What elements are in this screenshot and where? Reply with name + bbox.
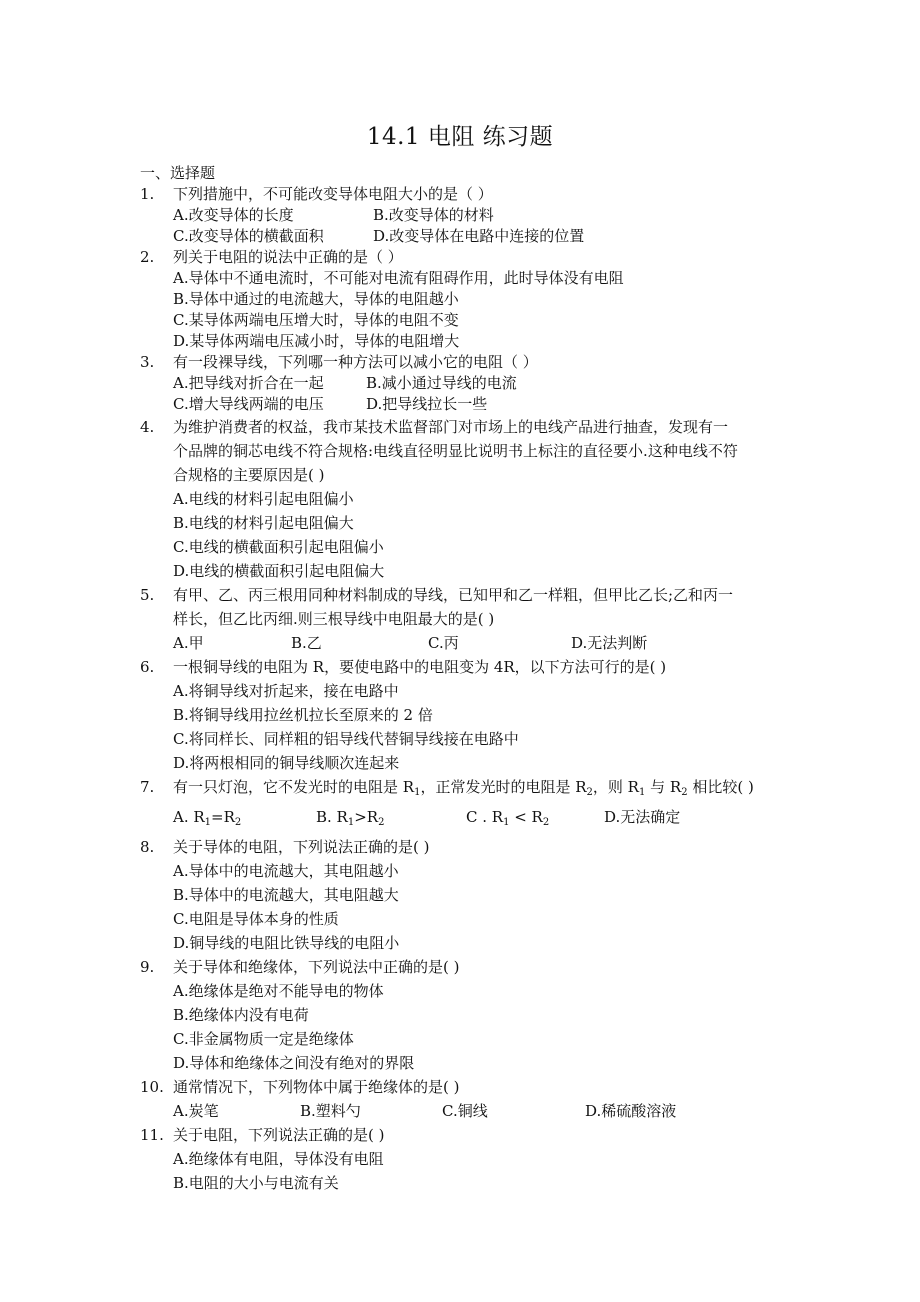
- question-list: [140, 184, 790, 1195]
- stem-line: 有甲、乙、丙三根用同种材料制成的导线，已知甲和乙一样粗，但甲比乙长;乙和丙一: [173, 586, 734, 604]
- question-5: [140, 583, 790, 655]
- question-number: 1.: [140, 185, 155, 203]
- question-number: 5.: [140, 586, 155, 604]
- option-a: A.把导线对折合在一起: [173, 374, 324, 392]
- option-c: C.丙: [428, 634, 459, 652]
- option-b: B.将铜导线用拉丝机拉长至原来的 2 倍: [173, 706, 433, 724]
- stem-text: 与 R: [645, 778, 682, 796]
- option-list: [173, 859, 790, 955]
- option-c: C.增大导线两端的电压: [173, 395, 324, 413]
- subscript: 2: [681, 787, 688, 798]
- question-8: [140, 835, 790, 955]
- question-6: [140, 655, 790, 775]
- option-a: A.将铜导线对折起来，接在电路中: [173, 682, 399, 700]
- option-d: D.把导线拉长一些: [366, 395, 488, 413]
- option-b: B.减小通过导线的电流: [366, 374, 517, 392]
- question-11: [140, 1123, 790, 1195]
- stem-text: ，则 R: [592, 778, 639, 796]
- question-number: 4.: [140, 418, 155, 436]
- question-number: 8.: [140, 838, 155, 856]
- question-2: [140, 247, 790, 352]
- option-text: A. R: [173, 808, 205, 826]
- option-d: D.无法判断: [571, 634, 648, 652]
- option-row: [173, 1099, 790, 1123]
- stem-text: 相比较( ): [687, 778, 754, 796]
- subscript: 2: [234, 817, 242, 828]
- option-row: [173, 394, 790, 415]
- stem-line: 合规格的主要原因是( ): [173, 466, 325, 484]
- option-b: B.导体中的电流越大，其电阻越大: [173, 886, 399, 904]
- section-heading: 一、选择题: [140, 164, 216, 182]
- option-list: [173, 1147, 790, 1195]
- option-text: >R: [354, 808, 379, 826]
- stem-line: 为维护消费者的权益，我市某技术监督部门对市场上的电线产品进行抽查，发现有一: [173, 418, 729, 436]
- question-number: 2.: [140, 248, 155, 266]
- option-b: B.导体中通过的电流越大，导体的电阻越小: [173, 290, 459, 308]
- option-text: B. R: [316, 808, 348, 826]
- subscript: 1: [414, 787, 421, 798]
- option-a: A.甲: [173, 634, 204, 652]
- question-number: 11.: [140, 1126, 164, 1144]
- option-list: [173, 679, 790, 775]
- question-stem: 列关于电阻的说法中正确的是（ ）: [173, 248, 403, 266]
- subscript: 1: [638, 787, 646, 798]
- option-b: B.塑料勺: [300, 1102, 361, 1120]
- option-list: [173, 979, 790, 1075]
- question-10: [140, 1075, 790, 1123]
- question-stem: 关于电阻，下列说法正确的是( ): [173, 1126, 385, 1144]
- option-row: [173, 226, 790, 247]
- option-c: C.铜线: [442, 1102, 488, 1120]
- option-c: [466, 805, 604, 835]
- option-b: [316, 805, 466, 835]
- question-stem: 一根铜导线的电阻为 R，要使电路中的电阻变为 4R，以下方法可行的是( ): [173, 658, 667, 676]
- option-a: A.炭笔: [173, 1102, 219, 1120]
- option-list: [173, 1099, 790, 1123]
- subscript: 1: [347, 817, 355, 828]
- option-list: [173, 205, 790, 247]
- question-3: [140, 352, 790, 415]
- stem-text: ，正常发光时的电阻是 R: [420, 778, 587, 796]
- option-d: D.某导体两端电压减小时，导体的电阻增大: [173, 332, 460, 350]
- question-stem: 通常情况下，下列物体中属于绝缘体的是( ): [173, 1078, 460, 1096]
- option-list: [173, 487, 790, 583]
- subscript: 1: [503, 817, 510, 828]
- stem-text: 有一只灯泡，它不发光时的电阻是 R: [173, 778, 415, 796]
- option-a: A.导体中的电流越大，其电阻越小: [173, 862, 399, 880]
- question-number: 6.: [140, 658, 155, 676]
- option-text: < R: [509, 808, 543, 826]
- page-title: 14.1 电阻 练习题: [366, 124, 554, 150]
- question-stem: 关于导体的电阻，下列说法正确的是( ): [173, 838, 430, 856]
- option-d: D.稀硫酸溶液: [585, 1102, 677, 1120]
- question-9: [140, 955, 790, 1075]
- option-d: D.电线的横截面积引起电阻偏大: [173, 562, 385, 580]
- question-stem: 下列措施中，不可能改变导体电阻大小的是（ ）: [173, 185, 493, 203]
- option-a: A.导体中不通电流时，不可能对电流有阻碍作用，此时导体没有电阻: [173, 269, 624, 287]
- subscript: 2: [542, 817, 550, 828]
- option-row: [173, 373, 790, 394]
- question-number: 9.: [140, 958, 155, 976]
- stem-line: 个品牌的铜芯电线不符合规格:电线直径明显比说明书上标注的直径要小.这种电线不符: [173, 442, 738, 460]
- option-row: [173, 631, 790, 655]
- option-a: A.电线的材料引起电阻偏小: [173, 490, 354, 508]
- option-d: D.铜导线的电阻比铁导线的电阻小: [173, 934, 400, 952]
- option-c: C.非金属物质一定是绝缘体: [173, 1030, 354, 1048]
- option-c: C.电阻是导体本身的性质: [173, 910, 339, 928]
- question-stem: [173, 415, 790, 487]
- option-a: A.绝缘体是绝对不能导电的物体: [173, 982, 384, 1000]
- option-list: [173, 373, 790, 415]
- question-stem: [173, 583, 790, 631]
- option-text: C . R: [466, 808, 504, 826]
- option-list: [173, 631, 790, 655]
- option-b: B.电线的材料引起电阻偏大: [173, 514, 354, 532]
- option-a: [173, 805, 316, 835]
- subscript: 2: [378, 817, 385, 828]
- option-d: D.改变导体在电路中连接的位置: [373, 227, 585, 245]
- question-stem: 关于导体和绝缘体，下列说法中正确的是( ): [173, 958, 460, 976]
- option-d: D.无法确定: [604, 808, 681, 826]
- option-list: [173, 805, 790, 835]
- option-d: D.将两根相同的铜导线顺次连起来: [173, 754, 400, 772]
- option-c: C.电线的横截面积引起电阻偏小: [173, 538, 384, 556]
- option-row: [173, 805, 790, 835]
- option-b: B.电阻的大小与电流有关: [173, 1174, 339, 1192]
- option-b: B.改变导体的材料: [373, 206, 494, 224]
- question-1: [140, 184, 790, 247]
- option-d: D.导体和绝缘体之间没有绝对的界限: [173, 1054, 415, 1072]
- option-c: C.某导体两端电压增大时，导体的电阻不变: [173, 311, 459, 329]
- question-7: [140, 775, 790, 835]
- question-number: 10.: [140, 1078, 164, 1096]
- option-b: B.绝缘体内没有电荷: [173, 1006, 309, 1024]
- question-number: 7.: [140, 778, 155, 796]
- option-list: [173, 268, 790, 352]
- question-number: 3.: [140, 353, 155, 371]
- option-text: =R: [211, 808, 235, 826]
- question-stem: 有一段裸导线，下列哪一种方法可以减小它的电阻（ ）: [173, 353, 538, 371]
- subscript: 1: [204, 817, 212, 828]
- option-b: B.乙: [291, 634, 322, 652]
- option-row: [173, 205, 790, 226]
- option-a: A.绝缘体有电阻，导体没有电阻: [173, 1150, 384, 1168]
- question-stem: [173, 775, 790, 805]
- option-a: A.改变导体的长度: [173, 206, 294, 224]
- subscript: 2: [586, 787, 593, 798]
- question-4: [140, 415, 790, 583]
- stem-line: 样长，但乙比丙细.则三根导线中电阻最大的是( ): [173, 610, 495, 628]
- option-c: C.将同样长、同样粗的铝导线代替铜导线接在电路中: [173, 730, 519, 748]
- option-c: C.改变导体的横截面积: [173, 227, 324, 245]
